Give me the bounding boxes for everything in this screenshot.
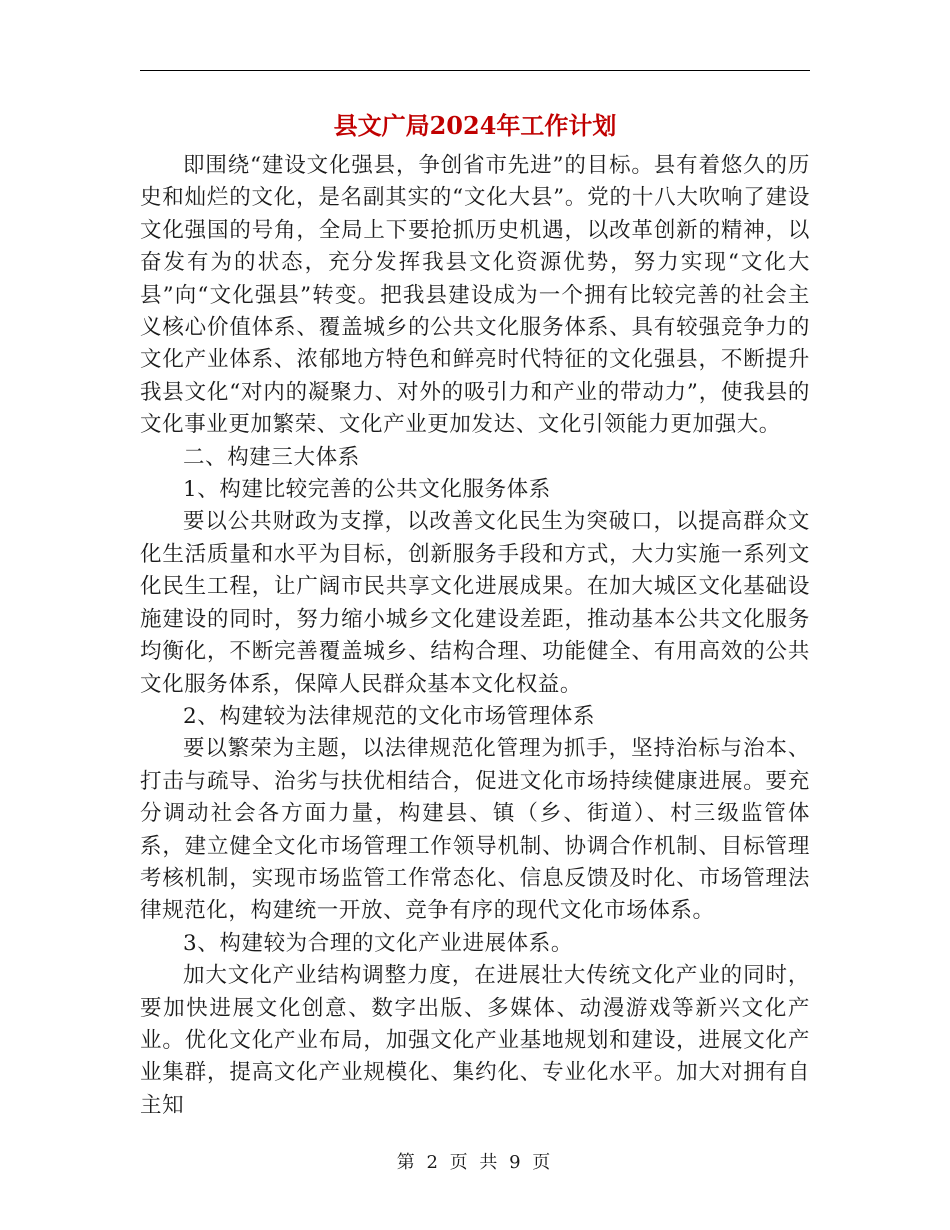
page-footer: 第 2 页 共 9 页 xyxy=(396,1152,554,1173)
paragraph-market-management: 要以繁荣为主题，以法律规范化管理为抓手，坚持治标与治本、打击与疏导、治劣与扶优相结合，促进文化市场持续健康进展。要充分调动社会各方面力量，构建县、镇（乡、街道）、村三级监管体系，建立健全文化市场管理工作领导机制、协调合作机制、目标管理考核机制，实现市场监管工作常态化、信息反馈及时化、市场管理法律规范化，构建统一开放、竞争有序的现代文化市场体系。 xyxy=(140,736,810,924)
header-rule xyxy=(140,70,810,71)
intro-paragraph: 即围绕“建设文化强县，争创省市先进”的目标。县有着悠久的历史和灿烂的文化，是名副其实的“文化大县”。党的十八大吹响了建设文化强国的号角，全局上下要抢抓历史机遇，以改革创新的精神，以奋发有为的状态，充分发挥我县文化资源优势，努力实现“文化大县”向“文化强县”转变。把我县建设成为一个拥有比较完善的社会主义核心价值体系、覆盖城乡的公共文化服务体系、具有较强竞争力的文化产业体系、浓郁地方特色和鲜亮时代特征的文化强县，不断提升我县文化“对内的凝聚力、对外的吸引力和产业的带动力”，使我县的文化事业更加繁荣、文化产业更加发达、文化引领能力更加强大。 xyxy=(140,153,810,438)
document-body xyxy=(140,150,810,1122)
subsection-heading-1: 1、构建比较完善的公共文化服务体系 xyxy=(183,477,551,503)
paragraph-public-culture: 要以公共财政为支撑，以改善文化民生为突破口，以提高群众文化生活质量和水平为目标，创新服务手段和方式，大力实施一系列文化民生工程，让广阔市民共享文化进展成果。在加大城区文化基础设施建设的同时，努力缩小城乡文化建设差距，推动基本公共文化服务均衡化，不断完善覆盖城乡、结构合理、功能健全、有用高效的公共文化服务体系，保障人民群众基本文化权益。 xyxy=(140,509,810,697)
document-title: 县文广局2024年工作计划 xyxy=(333,111,617,140)
subsection-heading-3: 3、构建较为合理的文化产业进展体系。 xyxy=(183,930,573,956)
section-heading-two: 二、构建三大体系 xyxy=(183,444,360,470)
paragraph-cultural-industry: 加大文化产业结构调整力度，在进展壮大传统文化产业的同时，要加快进展文化创意、数字出版、多媒体、动漫游戏等新兴文化产业。优化文化产业布局，加强文化产业基地规划和建设，进展文化产业集群，提高文化产业规模化、集约化、专业化水平。加大对拥有自主知 xyxy=(140,963,810,1118)
subsection-heading-2: 2、构建较为法律规范的文化市场管理体系 xyxy=(183,703,596,729)
